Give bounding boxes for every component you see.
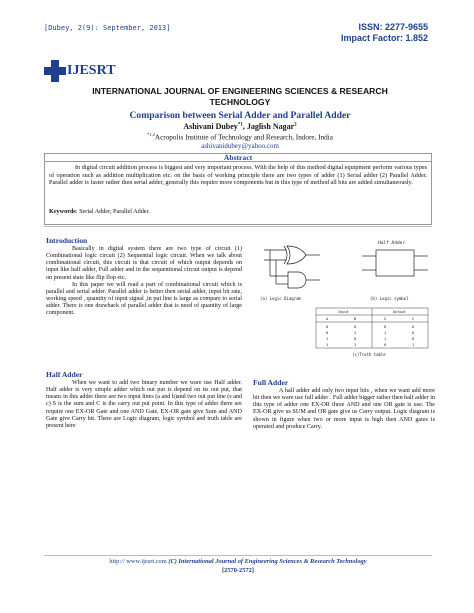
affiliation <box>40 132 440 141</box>
logo-text: IJESRT <box>67 63 116 78</box>
truth-table-cell: 0 <box>326 325 329 329</box>
truth-table-cell: 0 <box>384 343 387 347</box>
journal-logo <box>44 60 116 82</box>
affiliation-text: Acropolis Institute of Technology and Research, Indore, India <box>154 133 333 142</box>
half-adder-body <box>46 380 242 430</box>
truth-table-cell: 1 <box>354 343 357 347</box>
truth-table <box>316 308 428 348</box>
full-adder-body <box>253 388 435 431</box>
truth-table-cell: 1 <box>412 343 415 347</box>
affiliation-sup: *1,2 <box>147 132 155 137</box>
half-adder-figure <box>258 236 440 360</box>
truth-table-col-B: B <box>354 317 357 321</box>
intro-paragraph-1: Basically in digital system there are two type of circuit (1) Combinational logic circuit (2) Sequential logic circuit. When we talk about combinational circuit, this circuit is that circuit of which output depends on input like half adder, Full adder and in the sequentional circuit output is depend on present state like flip flop etc. <box>46 246 242 281</box>
keywords <box>49 208 427 215</box>
truth-table-cell: 0 <box>384 325 387 329</box>
truth-table-col-A: A <box>326 317 329 321</box>
author-2-sup: 2 <box>294 122 297 128</box>
intro-heading: Introduction <box>46 236 88 245</box>
paper-title: Comparison between Serial Adder and Parallel Adder <box>129 110 351 121</box>
truth-table-cell: 1 <box>384 331 387 335</box>
caption-truth-table: (c)Truth table <box>352 352 386 357</box>
truth-table-cell: 0 <box>354 325 357 329</box>
truth-table-cell: 0 <box>412 331 415 335</box>
truth-table-cell: 1 <box>384 337 387 341</box>
truth-table-output-header: Output <box>393 310 406 314</box>
journal-name-line1: INTERNATIONAL JOURNAL OF ENGINEERING SCIENCES & RESEARCH <box>92 86 388 96</box>
issn: ISSN: 2277-9655 <box>358 22 428 32</box>
keywords-label: Keywords <box>49 208 76 215</box>
author-1-sup: *1 <box>237 122 243 128</box>
full-adder-heading: Full Adder <box>253 378 289 387</box>
abstract-text: In digital circuit addition process is biggest and very important process. With the help of this method digital equipment perform various types of operation such as addition multiplication etc. on the basis of working principle there are two types of adder (1) Serial adder (2) Parallel Adder. Parallel adder is faster rather then serial adder, generally this require more components but in this type of method all bits are added simultaneously. <box>49 164 427 187</box>
footer-pages: [2570-2572] <box>222 567 254 574</box>
truth-table-cell: 1 <box>326 337 329 341</box>
abstract-heading: Abstract <box>44 153 432 162</box>
footer-divider <box>44 555 432 556</box>
journal-metadata <box>341 22 428 44</box>
logic-symbol <box>362 250 428 276</box>
citation: [Dubey, 2(9): September, 2013] <box>44 24 171 32</box>
truth-table-col-C: C <box>412 317 415 321</box>
caption-logic-diagram: (a) Logic Diagram <box>260 296 301 301</box>
author-1: Ashivani Dubey <box>183 122 238 131</box>
keywords-text: : Serial Adder, Parallel Adder. <box>75 208 150 215</box>
truth-table-col-S: S <box>384 317 387 321</box>
author-email[interactable]: ashivanidubey@yahoo.com <box>201 142 279 150</box>
truth-table-cell: 1 <box>354 331 357 335</box>
full-adder-paragraph: A half adder add only two input bits , when we want add more bit then we ware use full adder . Full adder bigger rather then half adder in this type of adder one EX-OR three AND and one OR gate is use. The EX-OR give us SUM and OR gate give us Carry output. Logic diagram is shown in figure when two or more input is high then AND gates is operated and produce Carry. <box>253 388 435 430</box>
author-2: , Jaglish Nagar <box>242 122 295 131</box>
truth-table-cell: 0 <box>412 337 415 341</box>
section-divider <box>44 226 432 227</box>
footer-url[interactable]: http:// www.ijesrt.com <box>109 558 167 565</box>
truth-table-cell: 0 <box>354 337 357 341</box>
half-adder-heading: Half Adder <box>46 370 83 379</box>
journal-name <box>50 86 430 108</box>
truth-table-cell: 0 <box>412 325 415 329</box>
truth-table-input-header: Input <box>338 310 349 314</box>
intro-paragraph-2: In this paper we will read a part of combinational circuit which is parallel and serial adder. Parallel adder is better then serial adder, input bit rate, working speed , quantity of input signal ,in put line is large as compare to serial adder. There is one drawback of parallel adder that is need of quantity of large component. <box>46 281 242 317</box>
intro-body <box>46 246 242 318</box>
journal-name-line2: TECHNOLOGY <box>209 97 271 107</box>
plus-logo-icon <box>44 60 66 82</box>
footer-copyright: (C) International Journal of Engineering Sciences & Research Technology <box>168 558 367 565</box>
half-adder-paragraph: When we want to add two binary number we ware use Half adder. Half adder is very simple adder which out put is depend on its out put, that means in this adder there are two input lines (a and b)and two out put line (s and c) S is the sum and C is the carry out put point. In this type of adder there are require one EX-OR Gate and one AND Gate, EX-OR gate give Sum and AND Gate give Carry bit. There are Logic diagram, logic symbol and truth table are present here <box>46 380 242 429</box>
authors <box>40 122 440 131</box>
logic-symbol-label: Half Adder <box>378 241 406 246</box>
truth-table-cell: 1 <box>326 343 329 347</box>
logic-diagram <box>264 246 320 288</box>
impact-factor: Impact Factor: 1.852 <box>340 33 428 43</box>
truth-table-cell: 0 <box>326 331 329 335</box>
caption-logic-symbol: (b) Logic symbol <box>370 296 409 301</box>
footer <box>44 557 432 575</box>
truth-table-cells <box>326 317 414 347</box>
